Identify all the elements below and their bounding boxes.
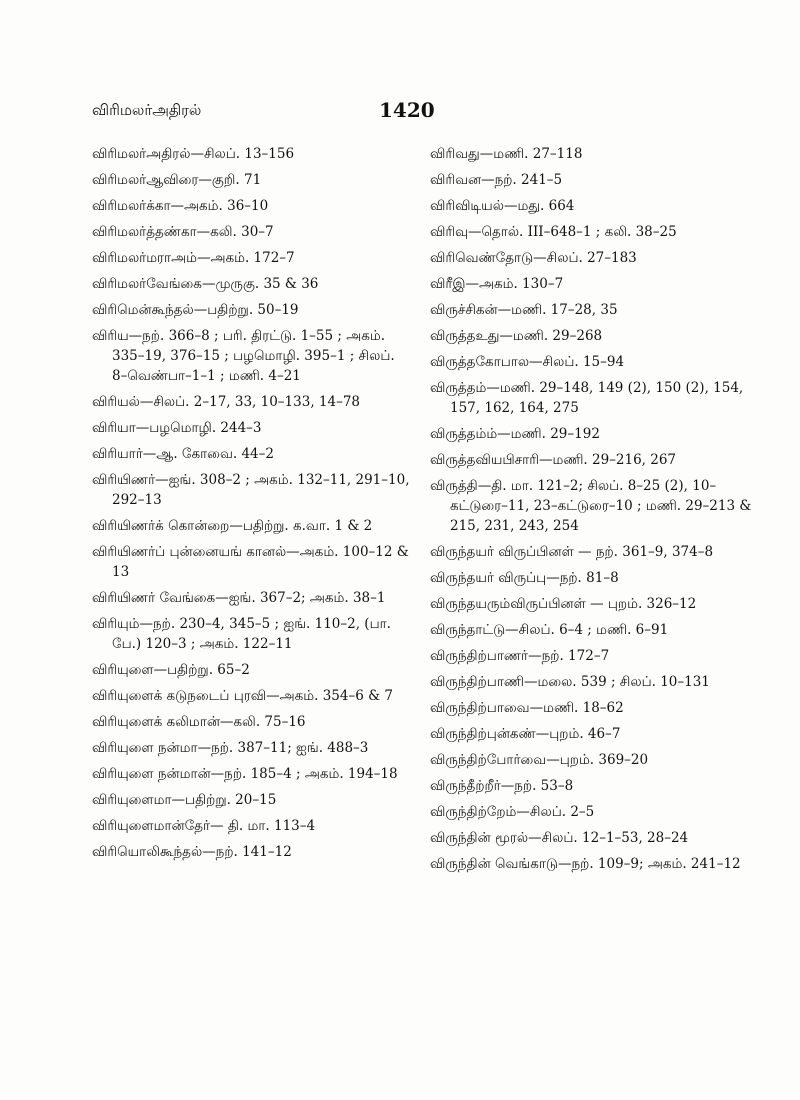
index-entry: விரியிணர்க் கொன்றை—பதிற்று. க.வா. 1 & 2	[92, 518, 373, 534]
index-entry: விருந்திற்பாணர்—நற். 172–7	[430, 648, 610, 664]
index-entry: விருந்தின் மூரல்—சிலப். 12–1–53, 28–24	[430, 830, 689, 846]
right-index-column	[430, 144, 760, 880]
index-entry: விருந்தின் வெங்காடு—நற். 109–9; அகம். 241–12	[430, 856, 741, 872]
index-entry: விரியா—பழமொழி. 244–3	[92, 420, 262, 436]
index-entry: விருந்தயரும்விருப்பினள் — புறம். 326–12	[430, 596, 697, 612]
index-entry: விருந்திற்போர்வை—புறம். 369–20	[430, 752, 649, 768]
index-entry: விரிவன—நற். 241–5	[430, 172, 563, 188]
index-entry: விருந்தீற்றீர்—நற். 53–8	[430, 778, 574, 794]
index-entry: விருந்தாட்டு—சிலப். 6–4 ; மணி. 6–91	[430, 622, 669, 638]
left-index-column	[92, 144, 410, 868]
index-entry: விருந்தயர் விருப்பு—நற். 81–8	[430, 570, 619, 586]
index-entry: விருத்தவியபிசாரி—மணி. 29–216, 267	[430, 452, 677, 468]
index-entry: விரிவது—மணி. 27–118	[430, 146, 583, 162]
index-entry: விரியுளைக் கடுநடைப் புரவி—அகம். 354–6 & 7	[92, 688, 393, 704]
index-entry: விரிமலர்அதிரல்—சிலப். 13–156	[92, 146, 295, 162]
index-entry: விரிய—நற். 366–8 ; பரி. திரட்டு. 1–55 ; அகம். 335–19, 376–15 ; பழமொழி. 395–1 ; சிலப். 8–வெண்பா–1–1 ; மணி. 4–21	[92, 328, 395, 384]
index-entry: விரியுளைமான்தேர்— தி. மா. 113–4	[92, 818, 316, 834]
page-number: 1420	[379, 98, 435, 122]
index-entry: விரியுளைமா—பதிற்று. 20–15	[92, 792, 277, 808]
index-entry: விரியல்—சிலப். 2–17, 33, 10–133, 14–78	[92, 394, 361, 410]
index-entry: விரிமலர்க்கா—அகம். 36–10	[92, 198, 269, 214]
index-entry: விரியிணர் வேங்கை—ஐங். 367–2; அகம். 38–1	[92, 590, 386, 606]
index-entry: விரிவு—தொல். III–648–1 ; கலி. 38–25	[430, 224, 677, 240]
page-header	[92, 100, 742, 130]
index-entry: விரியும்—நற். 230–4, 345–5 ; ஐங். 110–2, (பா. பே.) 120–3 ; அகம். 122–11	[92, 616, 391, 652]
index-entry: விருந்திற்புன்கண்—புறம். 46–7	[430, 726, 621, 742]
index-entry: விருத்தஉது—மணி. 29–268	[430, 328, 603, 344]
index-entry: விரியொலிகூந்தல்—நற். 141–12	[92, 844, 292, 860]
index-entry: விரிமலர்வேங்கை—முருகு. 35 & 36	[92, 276, 319, 292]
index-entry: விருந்திற்பாவை—மணி. 18–62	[430, 700, 624, 716]
index-entry: விரியுளை நன்மான்—நற். 185–4 ; அகம். 194–18	[92, 766, 398, 782]
index-entry: விரியிணர்ப் புன்னையங் கானல்—அகம். 100–12 & 13	[92, 544, 409, 580]
index-entry: விரிவெண்தோடு—சிலப். 27–183	[430, 250, 637, 266]
index-entry: விருந்திற்றேம்—சிலப். 2–5	[430, 804, 595, 820]
index-entry: விரீஇ—அகம். 130–7	[430, 276, 564, 292]
index-entry: விருந்திற்பாணி—மலை. 539 ; சிலப். 10–131	[430, 674, 710, 690]
index-entry: விருச்சிகன்—மணி. 17–28, 35	[430, 302, 618, 318]
index-entry: விரிமென்கூந்தல்—பதிற்று. 50–19	[92, 302, 299, 318]
index-entry: விரிமலர்ஆவிரை—குறி. 71	[92, 172, 262, 188]
index-entry: விருத்தம்ம்—மணி. 29–192	[430, 426, 600, 442]
index-entry: விருத்தி—தி. மா. 121–2; சிலப். 8–25 (2), 10–கட்டுரை–11, 23–கட்டுரை–10 ; மணி. 29–213 & 215, 231, 243, 254	[430, 478, 752, 534]
index-entry: விரியுளைக் கலிமான்—கலி. 75–16	[92, 714, 306, 730]
index-entry: விரியார்—ஆ. கோவை. 44–2	[92, 446, 274, 462]
index-entry: விருத்தகோபால—சிலப். 15–94	[430, 354, 625, 370]
index-entry: விரியுளை—பதிற்று. 65–2	[92, 662, 250, 678]
running-head: விரிமலர்அதிரல்	[92, 101, 202, 119]
index-entry: விரிமலர்மராஅம்—அகம். 172–7	[92, 250, 295, 266]
index-entry: விரிமலர்த்தண்கா—கலி. 30–7	[92, 224, 274, 240]
index-entry: விரியிணர்—ஐங். 308–2 ; அகம். 132–11, 291–10, 292–13	[92, 472, 410, 508]
index-entry: விரிவிடியல்—மது. 664	[430, 198, 575, 214]
index-entry: விரியுளை நன்மா—நற். 387–11; ஐங். 488–3	[92, 740, 369, 756]
index-entry: விருந்தயர் விருப்பினள் — நற். 361–9, 374–8	[430, 544, 714, 560]
index-entry: விருத்தம்—மணி. 29–148, 149 (2), 150 (2), 154, 157, 162, 164, 275	[430, 380, 744, 416]
